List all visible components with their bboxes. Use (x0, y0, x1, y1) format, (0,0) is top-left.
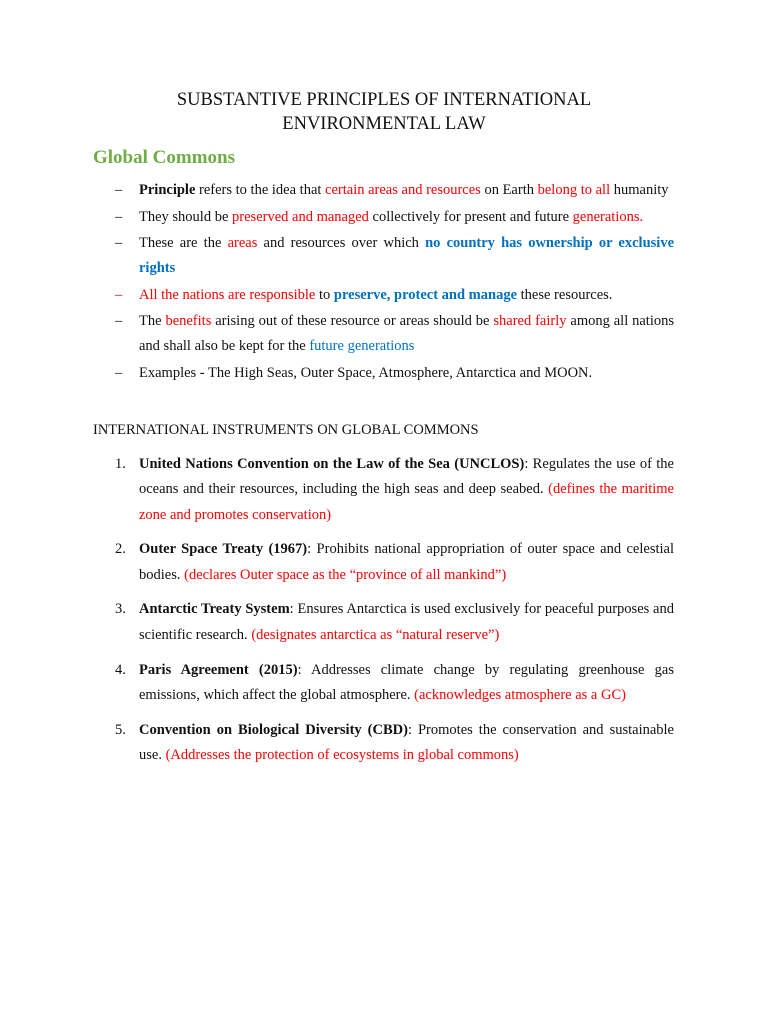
instrument-item (0, 658, 768, 709)
bullet-highlight-red: preserved and managed (232, 208, 369, 225)
instrument-item (0, 452, 768, 528)
bullet-text: These are the (139, 235, 228, 251)
bullet-highlight-red: certain areas and resources (325, 182, 481, 198)
instrument-description: : Prohibits national appropriation of outer space and celestial bodies. (139, 541, 674, 583)
bullet-text: collectively for present and future (368, 208, 573, 225)
bullet-dash: – (115, 286, 123, 303)
bullet-text: to (315, 286, 334, 303)
item-number: 5. (115, 721, 126, 738)
bullet-text: these resources. (517, 286, 613, 303)
item-number: 3. (115, 601, 126, 618)
bullet-text: on Earth (480, 182, 538, 198)
global-commons-heading: Global Commons (93, 147, 235, 168)
bullet-text: The (139, 313, 166, 329)
bullet-text: refers to the idea that (195, 182, 326, 198)
item-number: 4. (115, 661, 126, 678)
bullet-highlight-red: benefits (165, 313, 212, 329)
instrument-note: (acknowledges atmosphere as a GC) (414, 686, 626, 703)
bullet-highlight-red: shared fairly (493, 313, 567, 329)
title-line-2: ENVIRONMENTAL LAW (282, 113, 486, 134)
bullet-text: Examples - The High Seas, Outer Space, Atmosphere, Antarctica and MOON. (139, 364, 593, 381)
instrument-name: Outer Space Treaty (1967) (139, 541, 308, 558)
bullet-text: among all nations and shall also be kept for the (139, 313, 675, 354)
instrument-note: (designates antarctica as “natural reserve”) (251, 626, 500, 643)
instrument-note: (Addresses the protection of ecosystems in global commons) (165, 746, 519, 763)
instrument-description: : Regulates the use of the oceans and their resources, including the high seas and deep seabed. (139, 456, 674, 498)
bullet-text: Principle (139, 182, 196, 198)
instrument-note: (declares Outer space as the “province of all mankind”) (184, 566, 507, 583)
bullet-text: humanity (610, 182, 669, 198)
title-line-1: SUBSTANTIVE PRINCIPLES OF INTERNATIONAL (176, 90, 592, 110)
bullet-item (0, 361, 768, 386)
instrument-name: Convention on Biological Diversity (CBD) (139, 721, 408, 738)
bullet-highlight-blue: preserve, protect and manage (333, 286, 518, 303)
bullet-highlight-red: areas (227, 235, 258, 251)
instrument-name: Paris Agreement (2015) (139, 661, 298, 678)
bullet-item (0, 231, 768, 281)
instrument-name: United Nations Convention on the Law of the Sea (UNCLOS) (139, 456, 525, 472)
bullet-item (0, 205, 768, 230)
bullet-item (0, 283, 768, 308)
bullet-item (0, 178, 768, 203)
bullet-item (0, 309, 768, 359)
bullet-dash: – (115, 182, 123, 198)
instrument-description: : Addresses climate change by regulating greenhouse gas emissions, which affect the global atmosphere. (139, 661, 674, 703)
bullet-dash: – (115, 313, 123, 329)
item-number: 1. (115, 456, 126, 472)
bullet-dash: – (115, 235, 123, 251)
instrument-description: : Ensures Antarctica is used exclusively for peaceful purposes and scientific research. (139, 601, 674, 643)
bullet-highlight-red: belong to all (537, 182, 611, 198)
bullet-text: arising out of these resource or areas should be (211, 313, 494, 329)
item-number: 2. (115, 541, 126, 558)
instruments-section-title: INTERNATIONAL INSTRUMENTS ON GLOBAL COMMONS (93, 422, 479, 438)
bullet-highlight-blue: future generations (309, 338, 415, 354)
instrument-note: (defines the maritime zone and promotes conservation) (139, 481, 674, 523)
document-title (94, 89, 674, 136)
bullet-text: They should be (139, 208, 233, 225)
bullet-highlight-red: All the nations are responsible (139, 286, 316, 303)
instrument-name: Antarctic Treaty System (139, 601, 290, 618)
instrument-item (0, 718, 768, 769)
bullet-dash: – (115, 208, 123, 225)
bullet-dash: – (115, 364, 123, 381)
bullet-highlight-blue: no country has ownership or exclusive rights (139, 235, 674, 276)
instrument-item (0, 537, 768, 588)
bullet-highlight-red: generations. (572, 208, 644, 225)
instrument-description: : Promotes the conservation and sustainable use. (139, 721, 674, 763)
instrument-item (0, 597, 768, 648)
principle-bullet-list (0, 178, 768, 387)
instruments-list (0, 452, 768, 778)
bullet-text: and resources over which (257, 235, 426, 251)
